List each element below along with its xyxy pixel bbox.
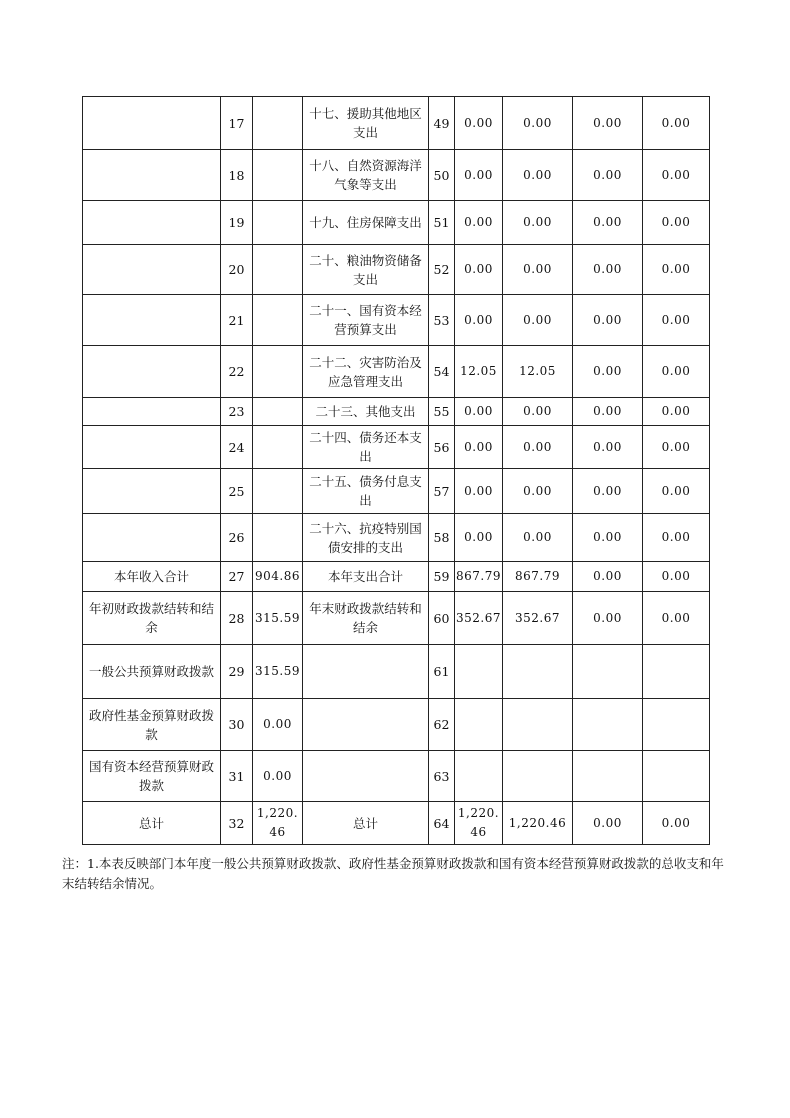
gov-fund-amount: 0.00: [573, 346, 643, 398]
income-label-cell: [83, 150, 221, 201]
general-budget-amount: 0.00: [503, 426, 573, 469]
general-budget-amount: 1,220.46: [503, 802, 573, 845]
income-label-cell: 国有资本经营预算财政拨款: [83, 751, 221, 802]
expense-total: 352.67: [455, 592, 503, 645]
income-line-no: 32: [221, 802, 253, 845]
income-line-no: 29: [221, 645, 253, 699]
income-amount: [253, 346, 303, 398]
income-line-no: 27: [221, 562, 253, 592]
gov-fund-amount: 0.00: [573, 398, 643, 426]
income-line-no: 21: [221, 295, 253, 346]
expense-line-no: 51: [429, 201, 455, 245]
expense-line-no: 50: [429, 150, 455, 201]
expense-line-no: 52: [429, 245, 455, 295]
income-amount: [253, 426, 303, 469]
general-budget-amount: [503, 751, 573, 802]
expense-total: [455, 645, 503, 699]
expense-label-cell: 二十五、债务付息支出: [303, 469, 429, 514]
expense-total: 12.05: [455, 346, 503, 398]
expense-label-cell: 十八、自然资源海洋气象等支出: [303, 150, 429, 201]
state-capital-amount: 0.00: [643, 562, 710, 592]
expense-label-cell: 二十六、抗疫特别国债安排的支出: [303, 514, 429, 562]
income-amount: 315.59: [253, 592, 303, 645]
income-amount: [253, 398, 303, 426]
gov-fund-amount: 0.00: [573, 295, 643, 346]
expense-label-cell: 本年支出合计: [303, 562, 429, 592]
gov-fund-amount: [573, 751, 643, 802]
expense-label-cell: 总计: [303, 802, 429, 845]
table-row: [83, 645, 710, 699]
gov-fund-amount: 0.00: [573, 426, 643, 469]
expense-line-no: 60: [429, 592, 455, 645]
state-capital-amount: [643, 699, 710, 751]
state-capital-amount: [643, 645, 710, 699]
table-row: [83, 469, 710, 514]
income-label-cell: [83, 346, 221, 398]
income-amount: [253, 514, 303, 562]
state-capital-amount: 0.00: [643, 802, 710, 845]
table-row: [83, 398, 710, 426]
expense-total: [455, 699, 503, 751]
gov-fund-amount: [573, 645, 643, 699]
general-budget-amount: 0.00: [503, 201, 573, 245]
general-budget-amount: [503, 645, 573, 699]
expense-label-cell: 十九、住房保障支出: [303, 201, 429, 245]
expense-line-no: 59: [429, 562, 455, 592]
expense-line-no: 49: [429, 97, 455, 150]
table-row: [83, 699, 710, 751]
income-label-cell: [83, 469, 221, 514]
income-line-no: 18: [221, 150, 253, 201]
general-budget-amount: 12.05: [503, 346, 573, 398]
income-line-no: 23: [221, 398, 253, 426]
general-budget-amount: 867.79: [503, 562, 573, 592]
expense-line-no: 53: [429, 295, 455, 346]
expense-label-cell: [303, 699, 429, 751]
expense-label-cell: 二十二、灾害防治及应急管理支出: [303, 346, 429, 398]
expense-total: 0.00: [455, 426, 503, 469]
income-amount: 315.59: [253, 645, 303, 699]
income-amount: [253, 201, 303, 245]
state-capital-amount: [643, 751, 710, 802]
table-row: [83, 295, 710, 346]
income-label-cell: 本年收入合计: [83, 562, 221, 592]
general-budget-amount: 0.00: [503, 469, 573, 514]
expense-total: [455, 751, 503, 802]
expense-total: 0.00: [455, 398, 503, 426]
gov-fund-amount: 0.00: [573, 802, 643, 845]
general-budget-amount: 0.00: [503, 295, 573, 346]
table-row: [83, 150, 710, 201]
expense-label-cell: 二十一、国有资本经营预算支出: [303, 295, 429, 346]
income-line-no: 25: [221, 469, 253, 514]
general-budget-amount: 352.67: [503, 592, 573, 645]
expense-label-cell: 十七、援助其他地区支出: [303, 97, 429, 150]
income-line-no: 17: [221, 97, 253, 150]
gov-fund-amount: 0.00: [573, 592, 643, 645]
expense-total: 0.00: [455, 150, 503, 201]
gov-fund-amount: 0.00: [573, 469, 643, 514]
expense-line-no: 62: [429, 699, 455, 751]
expense-total: 0.00: [455, 295, 503, 346]
expense-label-cell: [303, 751, 429, 802]
table-row: [83, 426, 710, 469]
expense-line-no: 56: [429, 426, 455, 469]
income-label-cell: [83, 201, 221, 245]
state-capital-amount: 0.00: [643, 150, 710, 201]
income-amount: 1,220.46: [253, 802, 303, 845]
state-capital-amount: 0.00: [643, 295, 710, 346]
table-row: [83, 514, 710, 562]
expense-total: 0.00: [455, 469, 503, 514]
income-amount: [253, 245, 303, 295]
income-label-cell: [83, 398, 221, 426]
expense-total: 0.00: [455, 201, 503, 245]
expense-line-no: 57: [429, 469, 455, 514]
income-label-cell: 总计: [83, 802, 221, 845]
state-capital-amount: 0.00: [643, 469, 710, 514]
table-row: [83, 97, 710, 150]
expense-total: 0.00: [455, 245, 503, 295]
income-amount: 0.00: [253, 699, 303, 751]
expense-label-cell: 二十三、其他支出: [303, 398, 429, 426]
state-capital-amount: 0.00: [643, 201, 710, 245]
expense-line-no: 58: [429, 514, 455, 562]
income-label-cell: [83, 295, 221, 346]
income-label-cell: [83, 514, 221, 562]
expense-total: 1,220.46: [455, 802, 503, 845]
table-row: [83, 751, 710, 802]
table-footnote: 注：1.本表反映部门本年度一般公共预算财政拨款、政府性基金预算财政拨款和国有资本经营预算财政拨款的总收支和年末结转结余情况。: [62, 856, 724, 891]
income-label-cell: 一般公共预算财政拨款: [83, 645, 221, 699]
income-amount: 904.86: [253, 562, 303, 592]
state-capital-amount: 0.00: [643, 245, 710, 295]
expense-label-cell: 二十四、债务还本支出: [303, 426, 429, 469]
general-budget-amount: 0.00: [503, 97, 573, 150]
gov-fund-amount: 0.00: [573, 150, 643, 201]
income-amount: 0.00: [253, 751, 303, 802]
income-line-no: 31: [221, 751, 253, 802]
state-capital-amount: 0.00: [643, 514, 710, 562]
table-row: [83, 802, 710, 845]
income-line-no: 28: [221, 592, 253, 645]
income-amount: [253, 150, 303, 201]
state-capital-amount: 0.00: [643, 426, 710, 469]
expense-label-cell: 年末财政拨款结转和结余: [303, 592, 429, 645]
expense-line-no: 61: [429, 645, 455, 699]
income-line-no: 24: [221, 426, 253, 469]
expense-line-no: 63: [429, 751, 455, 802]
general-budget-amount: [503, 699, 573, 751]
income-line-no: 19: [221, 201, 253, 245]
income-label-cell: [83, 97, 221, 150]
general-budget-amount: 0.00: [503, 398, 573, 426]
gov-fund-amount: 0.00: [573, 245, 643, 295]
expense-total: 0.00: [455, 514, 503, 562]
gov-fund-amount: [573, 699, 643, 751]
expense-line-no: 64: [429, 802, 455, 845]
expense-label-cell: [303, 645, 429, 699]
state-capital-amount: 0.00: [643, 97, 710, 150]
income-line-no: 30: [221, 699, 253, 751]
budget-table: [82, 96, 710, 845]
gov-fund-amount: 0.00: [573, 514, 643, 562]
income-line-no: 26: [221, 514, 253, 562]
state-capital-amount: 0.00: [643, 398, 710, 426]
income-label-cell: [83, 245, 221, 295]
income-line-no: 20: [221, 245, 253, 295]
income-label-cell: 政府性基金预算财政拨款: [83, 699, 221, 751]
gov-fund-amount: 0.00: [573, 562, 643, 592]
expense-total: 0.00: [455, 97, 503, 150]
expense-line-no: 55: [429, 398, 455, 426]
expense-total: 867.79: [455, 562, 503, 592]
general-budget-amount: 0.00: [503, 245, 573, 295]
table-row: [83, 562, 710, 592]
income-amount: [253, 97, 303, 150]
income-amount: [253, 295, 303, 346]
state-capital-amount: 0.00: [643, 592, 710, 645]
income-label-cell: 年初财政拨款结转和结余: [83, 592, 221, 645]
income-label-cell: [83, 426, 221, 469]
general-budget-amount: 0.00: [503, 150, 573, 201]
table-row: [83, 245, 710, 295]
table-row: [83, 346, 710, 398]
table-row: [83, 201, 710, 245]
income-line-no: 22: [221, 346, 253, 398]
table-row: [83, 592, 710, 645]
income-amount: [253, 469, 303, 514]
general-budget-amount: 0.00: [503, 514, 573, 562]
state-capital-amount: 0.00: [643, 346, 710, 398]
gov-fund-amount: 0.00: [573, 97, 643, 150]
gov-fund-amount: 0.00: [573, 201, 643, 245]
expense-label-cell: 二十、粮油物资储备支出: [303, 245, 429, 295]
expense-line-no: 54: [429, 346, 455, 398]
